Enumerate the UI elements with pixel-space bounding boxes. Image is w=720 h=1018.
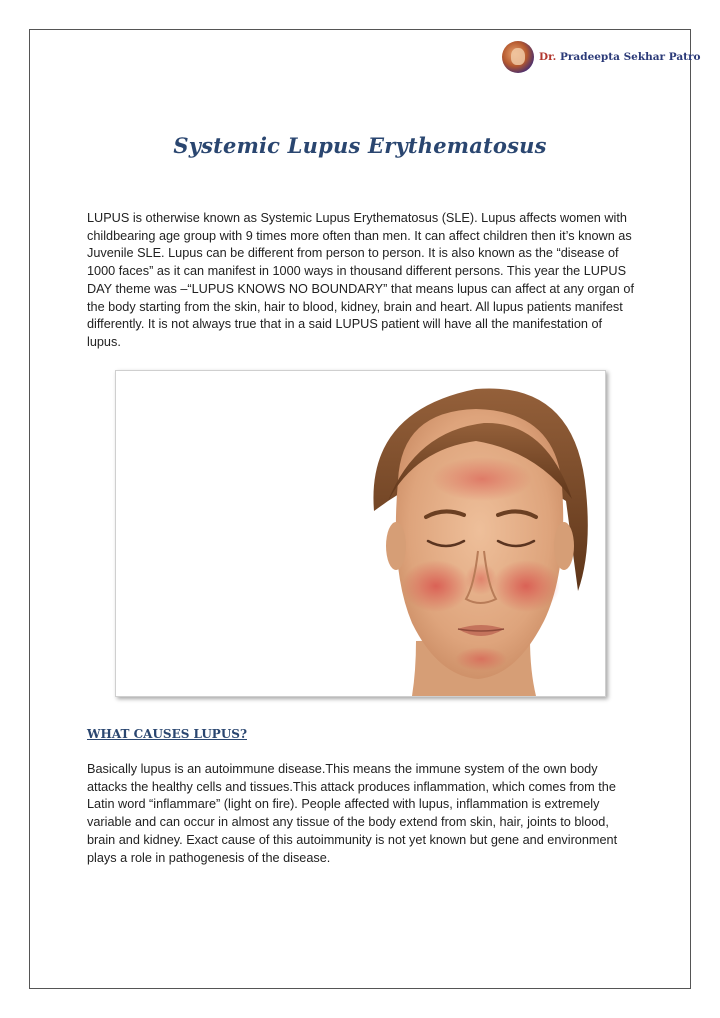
- intro-paragraph: LUPUS is otherwise known as Systemic Lupus Erythematosus (SLE). Lupus affects women with childbearing age group with 9 times more often than men. It can affect children then it’s known as Juvenile SLE. Lupus can be different from person to person. It is also known as the “disease of 1000 faces” as it can manifest in 1000 ways in thousand different persons. This year the LUPUS DAY theme was –“LUPUS KNOWS NO BOUNDARY” that means lupus can affect at any organ of the body starting from the skin, hair to blood, kidney, brain and heart. All lupus patients manifest differently. It is not always true that in a said LUPUS patient will have all the manifestation of lupus.: [87, 211, 634, 349]
- logo-prefix: Dr.: [539, 51, 557, 63]
- logo-name: Pradeepta Sekhar Patro: [556, 51, 701, 63]
- section-heading-causes: WHAT CAUSES LUPUS?: [87, 727, 247, 741]
- author-logo[interactable]: [502, 40, 701, 74]
- face-illustration-figure: [115, 370, 606, 697]
- page-title: Systemic Lupus Erythematosus: [173, 133, 547, 158]
- causes-paragraph: Basically lupus is an autoimmune disease.This means the immune system of the own body attacks the healthy cells and tissues.This attack produces inflammation, which comes from the Latin word “inflammare” (light on fire). People affected with lupus, inflammation is extremely variable and can occur in almost any tissue of the body extend from skin, hair, joints to blood, brain and kidney. Exact cause of this autoimmunity is not yet known but gene and environment plays a role in pathogenesis of the disease.: [87, 762, 618, 865]
- logo-emblem-icon: [502, 41, 534, 73]
- logo-text: [539, 51, 701, 63]
- face-malar-rash-icon: [116, 371, 605, 696]
